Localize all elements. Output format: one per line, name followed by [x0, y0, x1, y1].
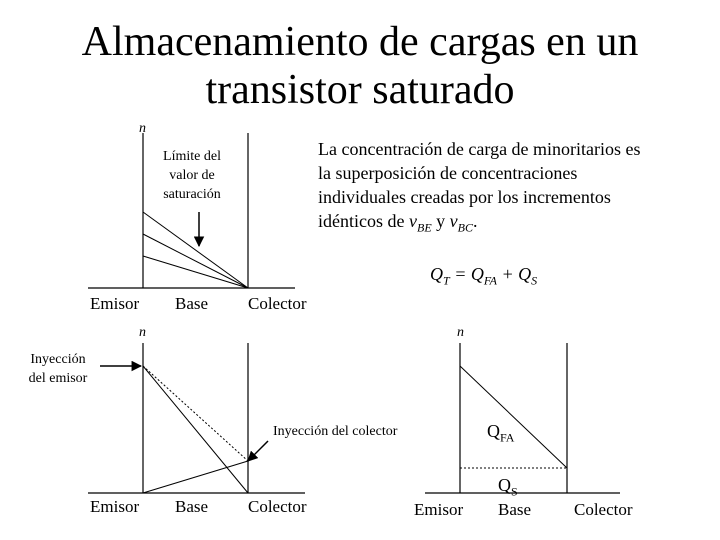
- description-end: .: [473, 211, 478, 231]
- bl-n-label: n: [139, 325, 146, 340]
- bl-base-label: Base: [175, 497, 209, 516]
- top-n-label: n: [139, 121, 146, 136]
- vbe-v: v: [408, 211, 417, 231]
- eq-sub-s: S: [531, 273, 538, 288]
- bottom-left-diagram: [88, 343, 305, 493]
- qfa-subscript: FA: [500, 430, 515, 445]
- bl-emitter-label: Emisor: [90, 497, 140, 516]
- saturation-limit-note: [142, 147, 242, 204]
- eq-q-fa: Q: [470, 264, 484, 284]
- vbe-symbol: [408, 211, 432, 235]
- br-qfa-profile: [460, 366, 567, 468]
- br-collector-label: Colector: [574, 500, 633, 519]
- eq-sub-t: T: [443, 273, 450, 288]
- qfa-q: Q: [487, 421, 500, 441]
- eq-equals: =: [449, 264, 471, 284]
- eq-q-s: Q: [518, 264, 532, 284]
- superposition-description: [318, 137, 688, 240]
- qfa-label: [487, 421, 514, 446]
- description-line-2: la superposición de concentraciones: [318, 163, 578, 183]
- top-base-label: Base: [175, 294, 209, 313]
- eq-sub-fa: FA: [483, 273, 497, 288]
- title-line-2: transistor saturado: [205, 67, 515, 113]
- saturation-note-line-2: valor de: [169, 168, 215, 183]
- top-profile-1: [143, 212, 248, 288]
- qs-subscript: S: [511, 484, 518, 499]
- collector-injection-label: Inyección del colector: [273, 424, 398, 439]
- bl-emitter-profile: [143, 366, 248, 493]
- br-n-label: n: [457, 325, 464, 340]
- emitter-injection-line-2: del emisor: [28, 371, 88, 386]
- vbe-subscript: BE: [416, 220, 432, 235]
- collector-injection-arrow: [248, 441, 268, 461]
- saturation-note-line-3: saturación: [163, 187, 221, 202]
- saturation-note-line-1: Límite del: [163, 149, 221, 164]
- vbc-v: v: [449, 211, 458, 231]
- charge-equation: [430, 264, 537, 289]
- top-emitter-label: Emisor: [90, 294, 140, 313]
- qs-label: [498, 475, 518, 500]
- description-line-1: La concentración de carga de minoritarios es: [318, 139, 641, 159]
- qs-q: Q: [498, 475, 511, 495]
- description-and: y: [431, 211, 450, 231]
- bl-collector-label: Colector: [248, 497, 307, 516]
- bottom-right-diagram: [425, 343, 620, 493]
- bl-superposed-profile: [143, 366, 248, 461]
- vbc-subscript: BC: [457, 220, 473, 235]
- top-collector-label: Colector: [248, 294, 307, 313]
- br-emitter-label: Emisor: [414, 500, 464, 519]
- description-line-4: [318, 209, 688, 240]
- description-prefix: idénticos de: [318, 211, 409, 231]
- eq-plus: +: [496, 264, 519, 284]
- vbc-symbol: [449, 211, 473, 235]
- emitter-injection-label: [18, 350, 98, 388]
- bl-collector-profile: [143, 461, 248, 493]
- title-line-1: Almacenamiento de cargas en un: [81, 19, 639, 65]
- eq-q-total: Q: [430, 264, 443, 284]
- br-base-label: Base: [498, 500, 532, 519]
- description-line-3: individuales creadas por los incrementos: [318, 187, 611, 207]
- emitter-injection-line-1: Inyección: [30, 352, 86, 367]
